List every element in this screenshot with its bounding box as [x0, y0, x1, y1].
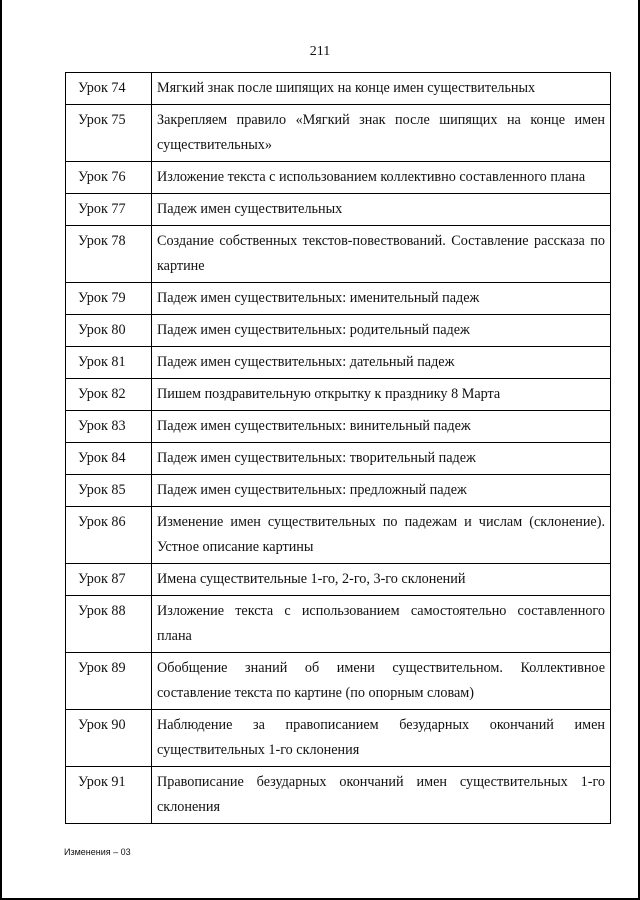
- table-row: [66, 475, 611, 507]
- lesson-number: Урок 76: [66, 162, 152, 194]
- lesson-number: Урок 82: [66, 379, 152, 411]
- lesson-topic: Падеж имен существительных: винительный падеж: [152, 411, 611, 443]
- lesson-number: Урок 83: [66, 411, 152, 443]
- table-row: [66, 596, 611, 653]
- lesson-number: Урок 87: [66, 564, 152, 596]
- lesson-topic: Имена существительные 1-го, 2-го, 3-го склонений: [152, 564, 611, 596]
- lesson-number: Урок 88: [66, 596, 152, 653]
- table-row: [66, 767, 611, 824]
- lesson-number: Урок 81: [66, 347, 152, 379]
- lesson-topic: Закрепляем правило «Мягкий знак после шипящих на конце имен существительных»: [152, 105, 611, 162]
- table-row: [66, 653, 611, 710]
- table-row: [66, 226, 611, 283]
- table-row: [66, 162, 611, 194]
- table-row: [66, 105, 611, 162]
- table-row: [66, 710, 611, 767]
- table-row: [66, 194, 611, 226]
- table-row: [66, 411, 611, 443]
- lesson-topic: Мягкий знак после шипящих на конце имен существительных: [152, 73, 611, 105]
- lesson-number: Урок 79: [66, 283, 152, 315]
- page-number: 211: [309, 44, 331, 59]
- lesson-topic: Изложение текста с использованием коллективно составленного плана: [152, 162, 611, 194]
- lesson-number: Урок 91: [66, 767, 152, 824]
- lesson-number: Урок 90: [66, 710, 152, 767]
- lesson-topic: Обобщение знаний об имени существительном. Коллективное составление текста по картине (по опорным словам): [152, 653, 611, 710]
- lesson-topic: Падеж имен существительных: родительный падеж: [152, 315, 611, 347]
- lesson-number: Урок 77: [66, 194, 152, 226]
- lesson-topic: Создание собственных текстов-повествований. Составление рассказа по картине: [152, 226, 611, 283]
- lesson-topic: Пишем поздравительную открытку к празднику 8 Марта: [152, 379, 611, 411]
- lesson-number: Урок 75: [66, 105, 152, 162]
- revision-footer: Изменения – 03: [64, 847, 131, 857]
- lesson-topic: Падеж имен существительных: дательный падеж: [152, 347, 611, 379]
- table-row: [66, 507, 611, 564]
- table-row: [66, 283, 611, 315]
- table-row: [66, 564, 611, 596]
- lesson-topic: Правописание безударных окончаний имен существительных 1-го склонения: [152, 767, 611, 824]
- table-row: [66, 73, 611, 105]
- lesson-number: Урок 89: [66, 653, 152, 710]
- lesson-topic: Изменение имен существительных по падежам и числам (склонение). Устное описание картины: [152, 507, 611, 564]
- lesson-number: Урок 86: [66, 507, 152, 564]
- lesson-topic: Падеж имен существительных: творительный падеж: [152, 443, 611, 475]
- table-row: [66, 379, 611, 411]
- lesson-topic: Наблюдение за правописанием безударных окончаний имен существительных 1-го склонения: [152, 710, 611, 767]
- lesson-topic: Падеж имен существительных: именительный падеж: [152, 283, 611, 315]
- table-row: [66, 315, 611, 347]
- lessons-table: [65, 72, 611, 824]
- lesson-number: Урок 74: [66, 73, 152, 105]
- lesson-topic: Изложение текста с использованием самостоятельно составленного плана: [152, 596, 611, 653]
- lesson-number: Урок 84: [66, 443, 152, 475]
- table-row: [66, 443, 611, 475]
- lesson-number: Урок 80: [66, 315, 152, 347]
- lesson-number: Урок 85: [66, 475, 152, 507]
- lesson-topic: Падеж имен существительных: [152, 194, 611, 226]
- lesson-topic: Падеж имен существительных: предложный падеж: [152, 475, 611, 507]
- table-row: [66, 347, 611, 379]
- lesson-number: Урок 78: [66, 226, 152, 283]
